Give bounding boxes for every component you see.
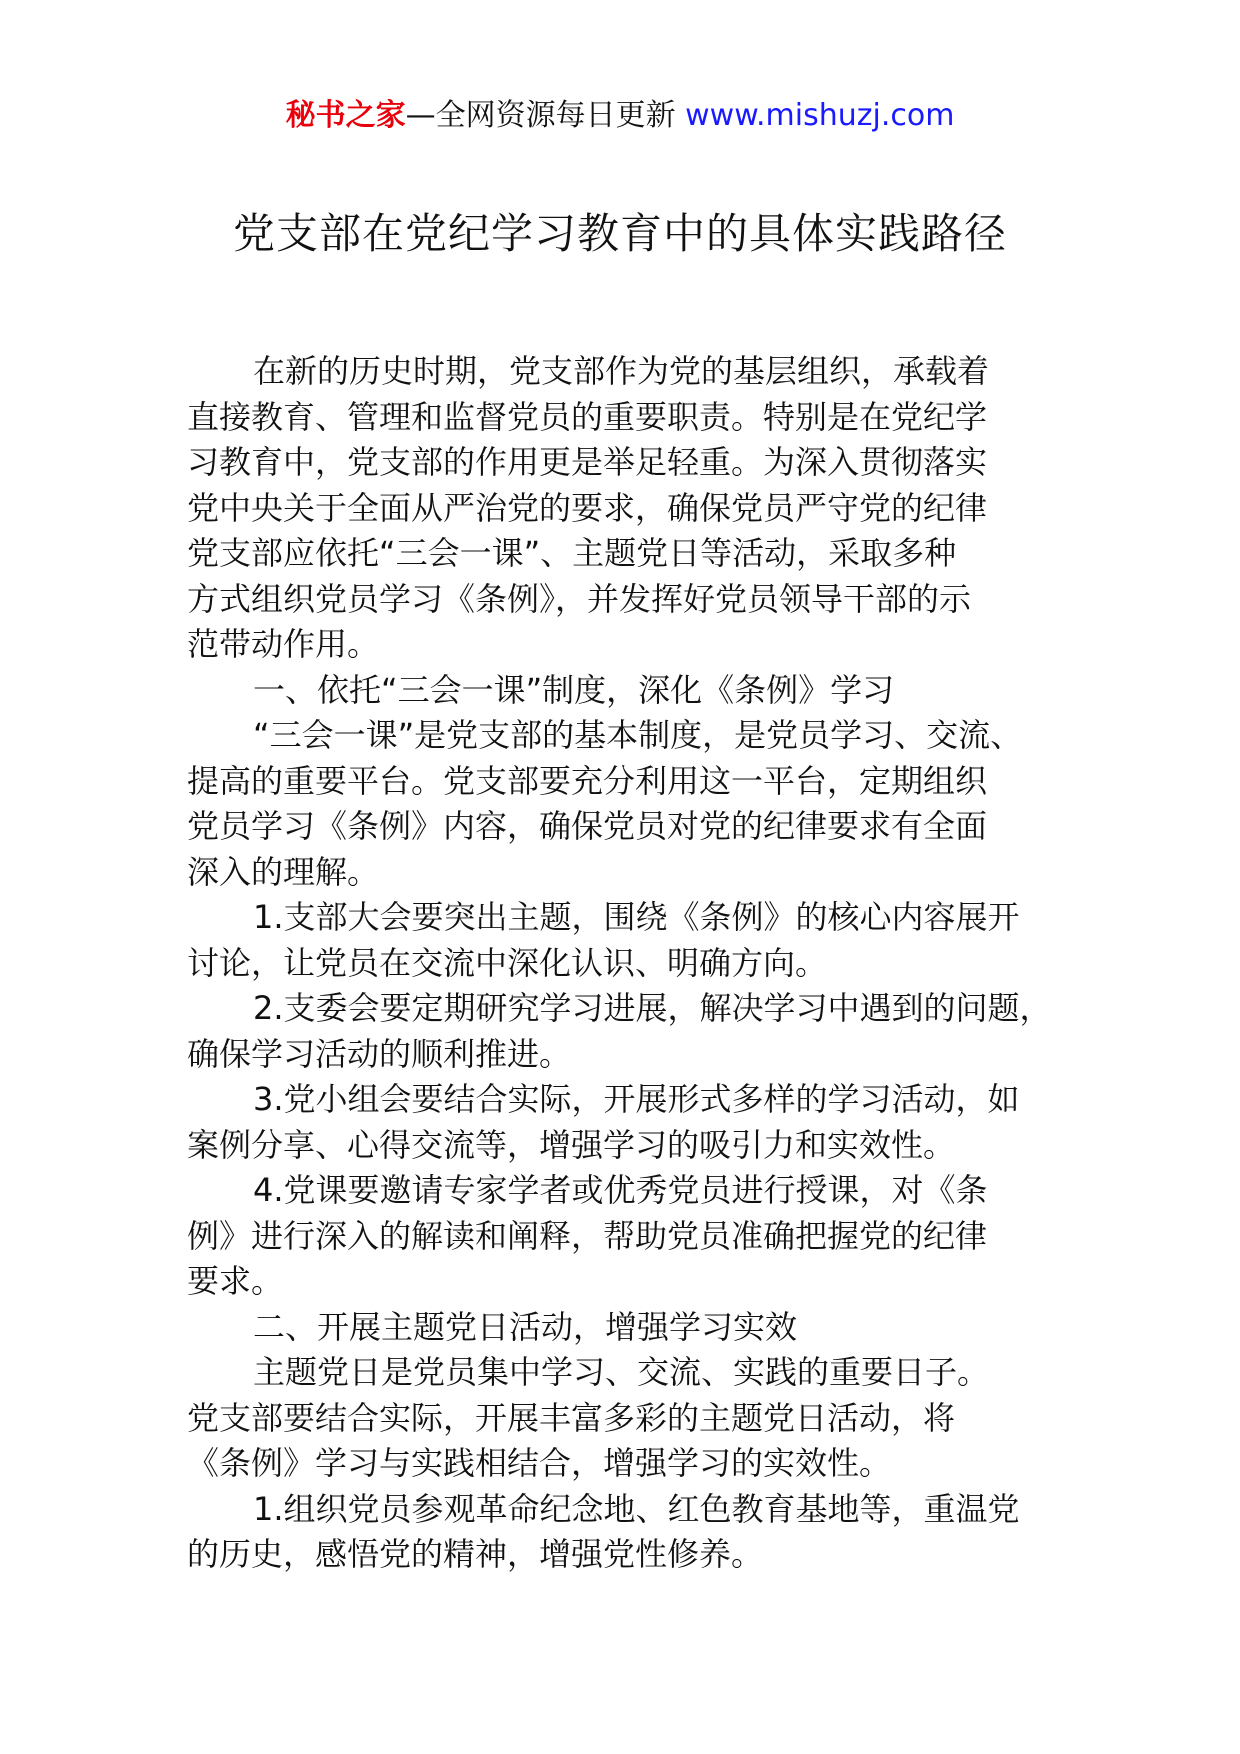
body-line: 提高的重要平台。党支部要充分利用这一平台，定期组织	[187, 761, 988, 800]
body-line: 要求。	[187, 1262, 284, 1300]
body-line: 党支部应依托“三会一课”、主题党日等活动，采取多种	[187, 534, 957, 572]
site-tagline: —全网资源每日更新	[405, 98, 676, 133]
list-item: 1.支部大会要突出主题，围绕《条例》的核心内容展开	[253, 898, 1020, 936]
body-line: 党员学习《条例》内容，确保党员对党的纪律要求有全面	[187, 807, 988, 845]
body-line: 案例分享、心得交流等，增强学习的吸引力和实效性。	[187, 1125, 956, 1164]
list-item: 4.党课要邀请专家学者或优秀党员进行授课，对《条	[253, 1171, 988, 1209]
site-name: 秘书之家	[285, 98, 406, 133]
body-line: 例》进行深入的解读和阐释，帮助党员准确把握党的纪律	[187, 1216, 988, 1255]
section-heading: 一、依托“三会一课”制度，深化《条例》学习	[253, 670, 895, 709]
body-line: 主题党日是党员集中学习、交流、实践的重要日子。	[253, 1353, 990, 1391]
list-item: 2.支委会要定期研究学习进展，解决学习中遇到的问题，	[253, 989, 1052, 1027]
body-line: 直接教育、管理和监督党员的重要职责。特别是在党纪学	[187, 397, 988, 436]
body-line: “三会一课”是党支部的基本制度，是党员学习、交流、	[253, 716, 1023, 754]
site-url-link[interactable]: www.mishuzj.com	[685, 98, 955, 133]
body-line: 深入的理解。	[187, 852, 380, 891]
body-line: 党支部要结合实际，开展丰富多彩的主题党日活动，将	[187, 1398, 956, 1437]
document-body	[187, 349, 1087, 1578]
body-line: 讨论，让党员在交流中深化认识、明确方向。	[187, 943, 828, 982]
body-line: 《条例》学习与实践相结合，增强学习的实效性。	[187, 1444, 892, 1482]
document-title: 党支部在党纪学习教育中的具体实践路径	[232, 209, 1007, 258]
body-line: 方式组织党员学习《条例》，并发挥好党员领导干部的示	[187, 579, 972, 618]
body-line: 的历史，感悟党的精神，增强党性修养。	[187, 1535, 764, 1573]
site-header	[0, 96, 1240, 136]
body-line: 党中央关于全面从严治党的要求，确保党员严守党的纪律	[187, 488, 988, 527]
body-line: 范带动作用。	[187, 625, 380, 663]
list-item: 3.党小组会要结合实际，开展形式多样的学习活动，如	[253, 1080, 1020, 1118]
body-line: 在新的历史时期，党支部作为党的基层组织，承载着	[253, 352, 990, 390]
list-item: 1.组织党员参观革命纪念地、红色教育基地等，重温党	[253, 1489, 1020, 1528]
body-line: 习教育中，党支部的作用更是举足轻重。为深入贯彻落实	[187, 443, 988, 481]
body-line: 确保学习活动的顺利推进。	[187, 1034, 572, 1073]
section-heading: 二、开展主题党日活动，增强学习实效	[253, 1307, 798, 1346]
